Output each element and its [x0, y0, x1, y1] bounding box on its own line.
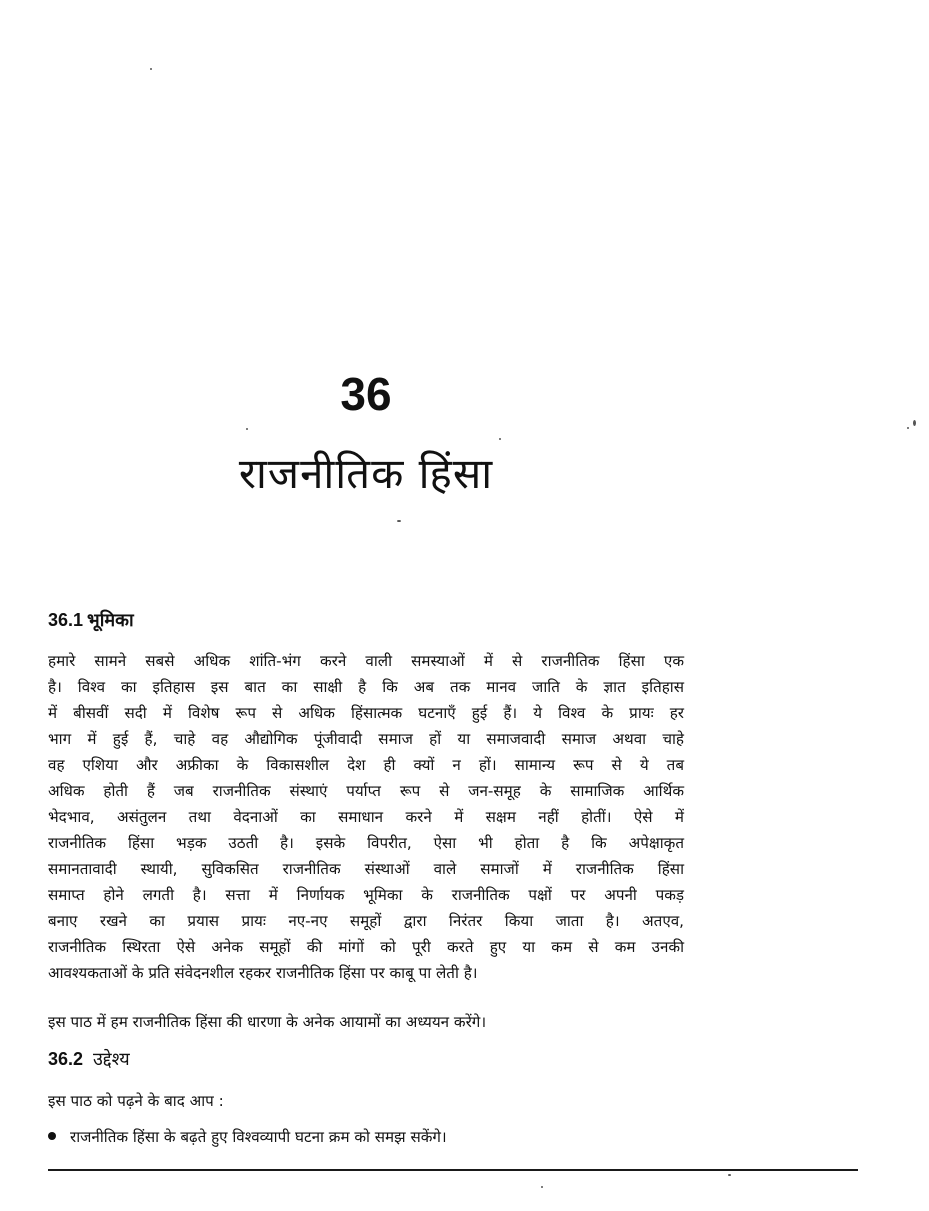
section-title: उद्देश्य: [93, 1049, 130, 1070]
paragraph-line: बनाए रखने का प्रयास प्रायः नए-नए समूहों द्वारा निरंतर किया जाता है। अतएव,: [48, 912, 684, 930]
paragraph-line: आवश्यकताओं के प्रति संवेदनशील रहकर राजनीतिक हिंसा पर काबू पा लेती है।: [48, 964, 478, 982]
section-heading-introduction: [48, 606, 134, 635]
section-number: 36.1: [48, 610, 84, 630]
scan-speck: [499, 438, 501, 440]
page-divider: [48, 1169, 858, 1171]
section-title: भूमिका: [87, 610, 134, 631]
objective-list-item: [48, 1124, 447, 1150]
chapter-title: राजनीतिक हिंसा: [238, 449, 494, 498]
scan-speck: [907, 427, 909, 429]
paragraph-line: हमारे सामने सबसे अधिक शांति-भंग करने वाली समस्याओं में से राजनीतिक हिंसा एक: [48, 652, 684, 670]
scan-speck: [397, 520, 401, 522]
paragraph-line: भाग में हुई हैं, चाहे वह औद्योगिक पूंजीवादी समाज हों या समाजवादी समाज अथवा चाहे: [48, 730, 684, 748]
objective-text: राजनीतिक हिंसा के बढ़ते हुए विश्वव्यापी घटना क्रम को समझ सकेंगे।: [70, 1128, 447, 1146]
chapter-number: 36: [340, 368, 392, 420]
scan-speck: [541, 1186, 543, 1188]
objectives-intro: इस पाठ को पढ़ने के बाद आप :: [48, 1092, 224, 1110]
lesson-scope-sentence: इस पाठ में हम राजनीतिक हिंसा की धारणा के अनेक आयामों का अध्ययन करेंगे।: [48, 1013, 487, 1031]
section-heading-objectives: [48, 1045, 130, 1074]
paragraph-line: राजनीतिक स्थिरता ऐसे अनेक समूहों की मांगों को पूरी करते हुए या कम से कम उनकी: [48, 938, 684, 956]
scan-speck: [150, 68, 152, 70]
bullet-icon: [48, 1132, 56, 1140]
paragraph-line: अधिक होती हैं जब राजनीतिक संस्थाएं पर्याप्त रूप से जन-समूह के सामाजिक आर्थिक: [48, 782, 684, 800]
paragraph-line: भेदभाव, असंतुलन तथा वेदनाओं का समाधान करने में सक्षम नहीं होतीं। ऐसे में: [48, 808, 684, 826]
scan-speck: [246, 428, 248, 430]
paragraph-line: वह एशिया और अफ्रीका के विकासशील देश ही क्यों न हों। सामान्य रूप से ये तब: [48, 756, 684, 774]
scan-speck: [728, 1174, 731, 1176]
paragraph-line: में बीसवीं सदी में विशेष रूप से अधिक हिंसात्मक घटनाएँ हुई हैं। ये विश्व के प्रायः हर: [48, 704, 684, 722]
paragraph-line: समाप्त होने लगती है। सत्ता में निर्णायक भूमिका के राजनीतिक पक्षों पर अपनी पकड़: [48, 886, 684, 904]
paragraph-line: है। विश्व का इतिहास इस बात का साक्षी है कि अब तक मानव जाति के ज्ञात इतिहास: [48, 678, 684, 696]
paragraph-line: समानतावादी स्थायी, सुविकसित राजनीतिक संस्थाओं वाले समाजों में राजनीतिक हिंसा: [48, 860, 684, 878]
scan-speck: [913, 420, 916, 426]
introduction-paragraph: [48, 648, 684, 986]
paragraph-line: राजनीतिक हिंसा भड़क उठती है। इसके विपरीत, ऐसा भी होता है कि अपेक्षाकृत: [48, 834, 684, 852]
section-number: 36.2: [48, 1049, 84, 1069]
